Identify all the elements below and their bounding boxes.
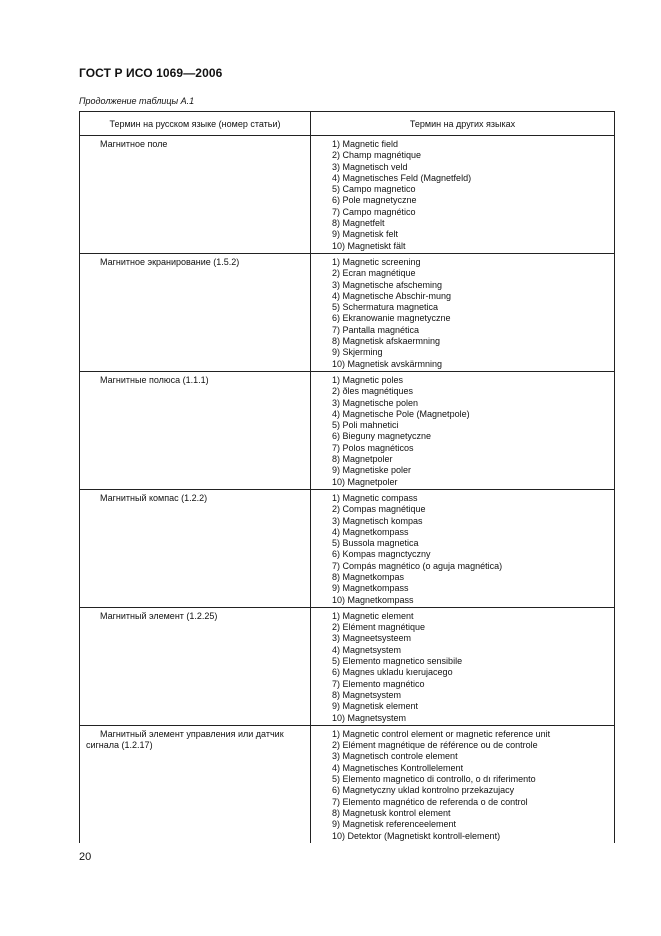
translation-item: 6) Ekranowanie magnetyczne	[332, 313, 451, 324]
table-continuation-caption: Продолжение таблицы А.1	[79, 96, 195, 106]
translation-item: 7) Campo magnético	[332, 206, 416, 217]
russian-term-cell	[80, 489, 311, 607]
translations-cell	[311, 136, 615, 254]
translation-item: 10) Magnetiskt fält	[332, 240, 406, 251]
translation-item: 8) Magnetsystem	[332, 689, 402, 700]
translation-item: 5) Schermatura magnetica	[332, 302, 439, 313]
translation-item: 2) Elément magnétique de référence ou de controle	[332, 740, 538, 751]
translation-item: 6) Magnetyczny uklad kontrolno przekazujacy	[332, 785, 515, 796]
translations-cell	[311, 253, 615, 371]
translation-item: 2) ðles magnétiques	[332, 386, 414, 397]
table-row	[80, 725, 615, 842]
document-header: ГОСТ Р ИСО 1069—2006	[79, 66, 223, 80]
translation-item: 5) Campo magnetico	[332, 184, 416, 195]
russian-term: Магнитный элемент управления или датчик сигнала (1.2.17)	[86, 728, 284, 751]
translations-cell	[311, 489, 615, 607]
translation-item: 7) Elemento magnético de referenda o de control	[332, 796, 528, 807]
translation-item: 5) Elemento magnetico sensibile	[332, 656, 463, 667]
translation-item: 3) Magnetisch controle element	[332, 751, 458, 762]
translation-item: 3) Magnetisch kompas	[332, 515, 423, 526]
column-header-other-languages: Термин на других языках	[311, 112, 615, 136]
table-row	[80, 371, 615, 489]
translation-item: 9) Magnetisk element	[332, 701, 419, 712]
translation-item: 10) Magnetkompass	[332, 594, 414, 605]
terms-table	[79, 111, 615, 843]
translation-item: 1) Magnetic poles	[332, 374, 404, 385]
translation-item: 5) Poli mahnetici	[332, 420, 399, 431]
translation-item: 9) Magnetisk referenceelement	[332, 819, 457, 830]
russian-term: Магнитное поле	[100, 139, 168, 149]
translation-item: 6) Kompas magnctyczny	[332, 549, 431, 560]
table-body	[80, 136, 615, 843]
translation-item: 3) Magnetische polen	[332, 397, 419, 408]
russian-term: Магнитные полюса (1.1.1)	[100, 374, 209, 385]
translation-list	[332, 375, 614, 488]
russian-term-cell	[80, 253, 311, 371]
translation-item: 8) Magnetisk afskaermning	[332, 336, 441, 347]
translation-item: 4) Magnetsystem	[332, 644, 402, 655]
translation-item: 4) Magnetische Abschir-mung	[332, 290, 452, 301]
translation-item: 7) Pantalla magnética	[332, 324, 420, 335]
translation-item: 10) Magnetpoler	[332, 476, 398, 487]
translation-item: 7) Elemento magnético	[332, 678, 425, 689]
translation-item: 4) Magnetisches Kontrollelement	[332, 762, 464, 773]
translation-item: 4) Magnetisches Feld (Magnetfeld)	[332, 172, 472, 183]
translation-item: 6) Magnes ukladu kıerujacego	[332, 667, 453, 678]
translation-item: 8) Magnetfelt	[332, 218, 385, 229]
table-row	[80, 489, 615, 607]
page-number: 20	[79, 851, 92, 863]
translation-item: 9) Skjerming	[332, 347, 383, 358]
translation-item: 2) Compas magnétique	[332, 504, 426, 515]
translation-item: 8) Magnetpoler	[332, 454, 393, 465]
translation-item: 7) Compás magnético (o aguja magnética)	[332, 560, 503, 571]
translation-item: 3) Magneetsysteem	[332, 633, 412, 644]
table-header-row	[80, 112, 615, 136]
russian-term-cell	[80, 607, 311, 725]
translation-item: 5) Elemento magnetico di controllo, o dı riferimento	[332, 774, 536, 785]
russian-term: Магнитный элемент (1.2.25)	[100, 610, 218, 621]
translation-item: 6) Bieguny magnetyczne	[332, 431, 432, 442]
translation-item: 2) Champ magnétique	[332, 150, 422, 161]
translation-item: 1) Magnetic compass	[332, 492, 418, 503]
russian-term-cell	[80, 725, 311, 842]
translation-list	[332, 139, 614, 252]
russian-term-cell	[80, 136, 311, 254]
translations-cell	[311, 725, 615, 842]
translation-item: 9) Magnetkompass	[332, 583, 409, 594]
translation-item: 1) Magnetic element	[332, 610, 414, 621]
translation-item: 8) Magnetusk kontrol element	[332, 807, 451, 818]
translation-item: 1) Magnetic control element or magnetic reference unit	[332, 728, 551, 739]
russian-term: Магнитный компас (1.2.2)	[100, 492, 208, 503]
translation-item: 2) Elément magnétique	[332, 622, 426, 633]
translation-item: 4) Magnetische Pole (Magnetpole)	[332, 408, 470, 419]
translation-list	[332, 257, 614, 370]
translation-item: 9) Magnetiske poler	[332, 465, 412, 476]
russian-term: Магнитное экранирование (1.5.2)	[100, 256, 240, 267]
translation-item: 7) Polos magnéticos	[332, 442, 414, 453]
column-header-russian-term: Термин на русском языке (номер статьи)	[80, 112, 311, 136]
translation-item: 10) Magnetisk avskärmning	[332, 358, 443, 369]
translation-item: 1) Magnetic screening	[332, 256, 421, 267]
table-row	[80, 253, 615, 371]
table-row	[80, 607, 615, 725]
russian-term-cell	[80, 371, 311, 489]
translation-item: 3) Magnetische afscheming	[332, 279, 443, 290]
translation-item: 4) Magnetkompass	[332, 526, 409, 537]
translation-item: 1) Magnetic field	[332, 139, 399, 149]
translation-item: 9) Magnetisk felt	[332, 229, 399, 240]
translation-list	[332, 611, 614, 724]
translations-cell	[311, 371, 615, 489]
translations-cell	[311, 607, 615, 725]
translation-item: 2) Ecran magnétique	[332, 268, 416, 279]
translation-item: 10) Detektor (Magnetiskt kontroll-element)	[332, 830, 501, 841]
translation-item: 10) Magnetsystem	[332, 712, 407, 723]
translation-list	[332, 493, 614, 606]
translation-item: 3) Magnetisch veld	[332, 161, 408, 172]
translation-item: 6) Pole magnetyczne	[332, 195, 417, 206]
translation-item: 8) Magnetkompas	[332, 571, 405, 582]
translation-list	[332, 729, 614, 842]
translation-item: 5) Bussola magnetica	[332, 538, 419, 549]
table-row	[80, 136, 615, 254]
